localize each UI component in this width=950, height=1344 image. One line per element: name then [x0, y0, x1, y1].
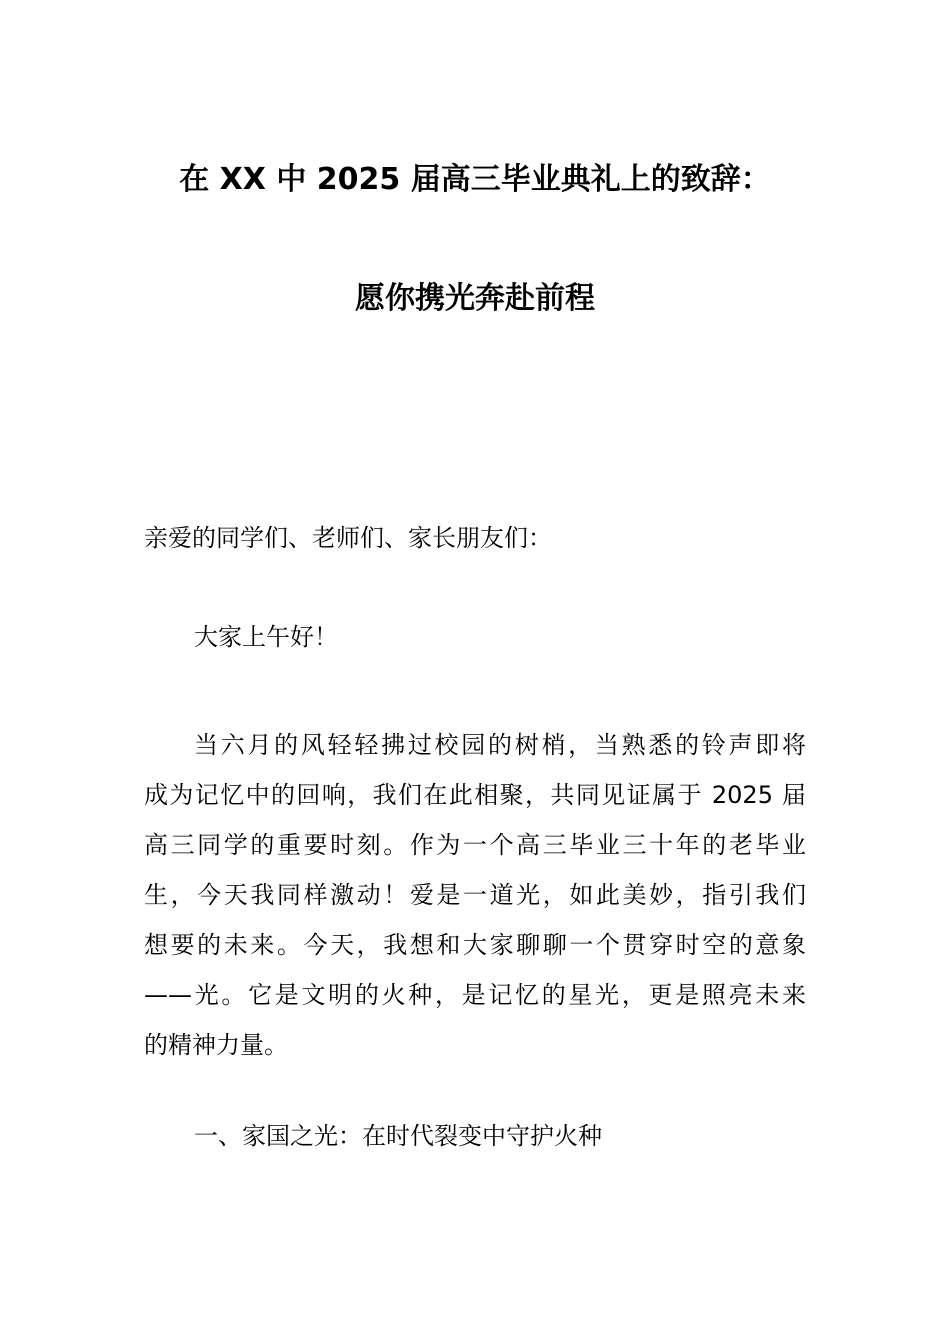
paragraph-1 — [144, 720, 806, 1070]
paragraph-1-line: 当六月的风轻轻拂过校园的树梢，当熟悉的铃声即将 — [194, 731, 806, 759]
document-title-line-1: 在 XX 中 2025 届高三毕业典礼上的致辞： — [179, 162, 771, 197]
section-heading-1: 一、家国之光：在时代裂变中守护火种 — [194, 1122, 602, 1150]
paragraph-1-line: 想要的未来。今天，我想和大家聊聊一个贯穿时空的意象 — [144, 931, 806, 959]
salutation: 亲爱的同学们、老师们、家长朋友们： — [144, 524, 552, 552]
paragraph-1-line: 成为记忆中的回响，我们在此相聚，共同见证属于 2025 届 — [144, 781, 806, 809]
paragraph-1-line: 高三同学的重要时刻。作为一个高三毕业三十年的老毕业 — [144, 831, 806, 859]
document-title-line-2: 愿你携光奔赴前程 — [355, 281, 595, 316]
greeting: 大家上午好！ — [194, 623, 338, 651]
paragraph-1-line: ——光。它是文明的火种，是记忆的星光，更是照亮未来 — [144, 981, 806, 1009]
paragraph-1-line: 生，今天我同样激动！爱是一道光，如此美妙，指引我们 — [144, 881, 806, 909]
paragraph-1-line: 的精神力量。 — [144, 1031, 288, 1059]
